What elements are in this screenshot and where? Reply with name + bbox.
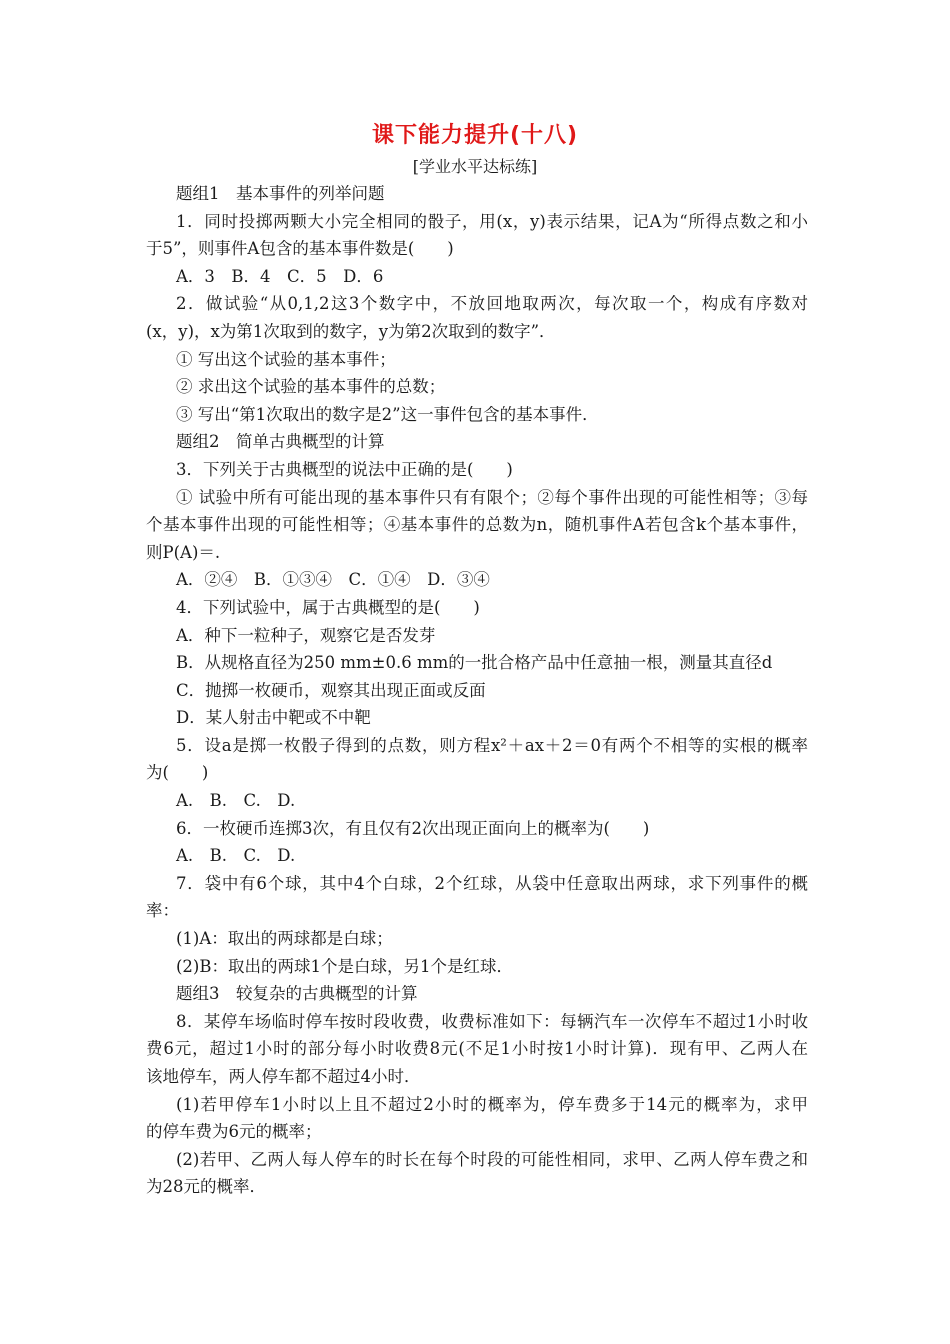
question-text: 8．某停车场临时停车按时段收费，收费标准如下：每辆汽车一次停车不超过1小时收 <box>176 1011 808 1031</box>
question-text: 5．设a是掷一枚骰子得到的点数，则方程x²＋ax＋2＝0有两个不相等的实根的概率 <box>176 735 808 755</box>
question-text: 该地停车，两人停车都不超过4小时． <box>146 1067 421 1086</box>
sub-question: (1)若甲停车1小时以上且不超过2小时的概率为，停车费多于14元的概率为，求甲 <box>176 1094 808 1114</box>
question-text: (x，y)，x为第1次取到的数字，y为第2次取到的数字”． <box>146 321 556 341</box>
answer-options: A. B. C. D. <box>176 846 296 866</box>
question-text: 1．同时投掷两颗大小完全相同的骰子，用(x，y)表示结果，记A为“所得点数之和小 <box>176 211 808 231</box>
answer-option: C．抛掷一枚硬币，观察其出现正面或反面 <box>176 680 486 700</box>
question-text: 费6元，超过1小时的部分每小时收费8元(不足1小时按1小时计算)．现有甲、乙两人在 <box>146 1039 808 1059</box>
answer-option: D．某人射击中靶或不中靶 <box>176 708 371 728</box>
question-text: 率： <box>146 901 179 921</box>
question-text: 则P(A)＝. <box>146 542 221 562</box>
sub-question: ③ 写出“第1次取出的数字是2”这一事件包含的基本事件． <box>176 404 599 424</box>
sub-question: 的停车费为6元的概率； <box>146 1122 322 1142</box>
section-heading: 题组1 基本事件的列举问题 <box>176 184 385 203</box>
question-text: 2．做试验“从0,1,2这3个数字中，不放回地取两次，每次取一个，构成有序数对 <box>176 294 808 314</box>
answer-option: A．种下一粒种子，观察它是否发芽 <box>176 625 436 645</box>
page-title: 课下能力提升(十八) <box>371 123 579 148</box>
question-text: 3．下列关于古典概型的说法中正确的是( ) <box>176 459 513 479</box>
answer-options: A. B. C. D. <box>176 791 296 811</box>
question-text: 个基本事件出现的可能性相等；④基本事件的总数为n，随机事件A若包含k个基本事件， <box>146 515 808 535</box>
sub-question: ① 写出这个试验的基本事件； <box>176 349 396 369</box>
sub-question: (2)B：取出的两球1个是白球，另1个是红球． <box>176 956 513 976</box>
answer-options: A．②④ B．①③④ C．①④ D．③④ <box>176 570 490 590</box>
answer-options: A．3 B．4 C．5 D．6 <box>176 266 384 286</box>
question-text: 7．袋中有6个球，其中4个白球，2个红球，从袋中任意取出两球，求下列事件的概 <box>176 873 808 893</box>
question-text: 于5”，则事件A包含的基本事件数是( ) <box>146 239 454 259</box>
page-subtitle: [学业水平达标练] <box>412 157 538 176</box>
sub-question: (1)A：取出的两球都是白球； <box>176 929 393 949</box>
sub-question: (2)若甲、乙两人每人停车的时长在每个时段的可能性相同，求甲、乙两人停车费之和 <box>176 1149 808 1169</box>
question-text: ① 试验中所有可能出现的基本事件只有有限个；②每个事件出现的可能性相等；③每 <box>176 487 808 507</box>
sub-question: ② 求出这个试验的基本事件的总数； <box>176 377 446 397</box>
document-body <box>146 180 808 1201</box>
question-text: 6．一枚硬币连掷3次，有且仅有2次出现正面向上的概率为( ) <box>176 818 650 838</box>
sub-question: 为28元的概率． <box>146 1177 266 1197</box>
question-text: 为( ) <box>146 763 209 783</box>
question-text: 4．下列试验中，属于古典概型的是( ) <box>176 597 480 617</box>
answer-option: B．从规格直径为250 mm±0.6 mm的一批合格产品中任意抽一根，测量其直径d <box>176 653 773 673</box>
section-heading: 题组3 较复杂的古典概型的计算 <box>176 984 418 1004</box>
section-heading: 题组2 简单古典概型的计算 <box>176 432 385 452</box>
